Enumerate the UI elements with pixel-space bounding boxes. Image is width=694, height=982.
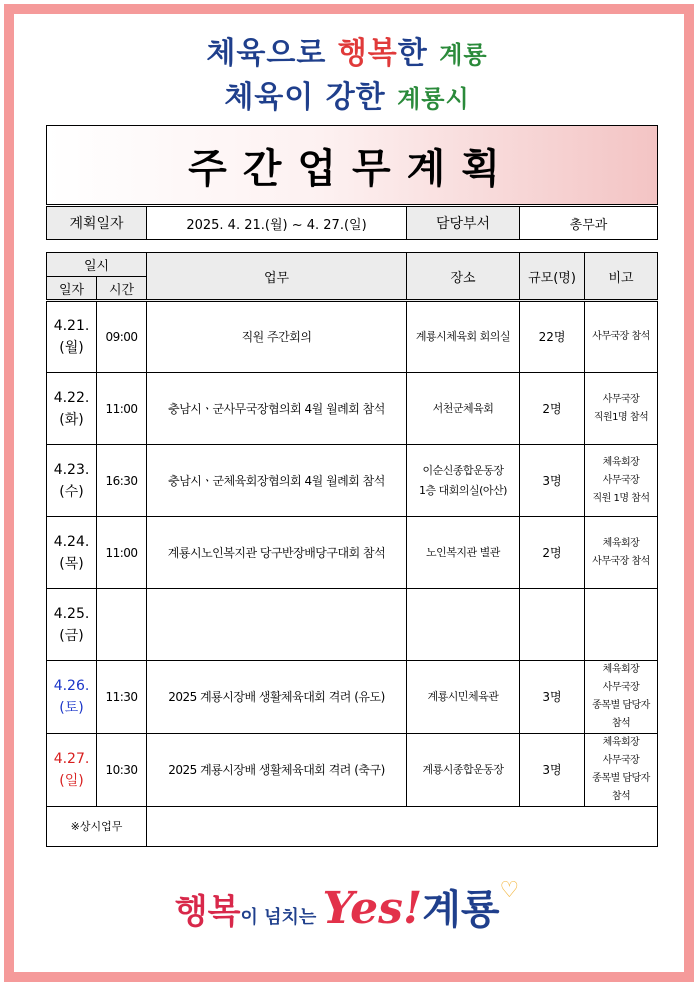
row-scale: 3명 bbox=[520, 661, 585, 734]
row-note: 사무국장 참석 bbox=[585, 301, 658, 373]
row-note: 체육회장 사무국장 종목별 담당자 참석 bbox=[585, 661, 658, 734]
row-place bbox=[407, 589, 520, 661]
row-time bbox=[97, 589, 147, 661]
row-place: 계룡시종합운동장 bbox=[407, 734, 520, 807]
row-task: 충남시ㆍ군체육회장협의회 4월 월례회 참석 bbox=[147, 445, 407, 517]
row-place: 계룡시체육회 회의실 bbox=[407, 301, 520, 373]
row-time: 11:00 bbox=[97, 517, 147, 589]
table-row bbox=[47, 517, 658, 589]
row-task: 충남시ㆍ군사무국장협의회 4월 월례회 참석 bbox=[147, 373, 407, 445]
header-scale: 규모(명) bbox=[520, 253, 585, 301]
footer-logo: 행복이 넘치는 Yes!계룡♡ bbox=[174, 878, 520, 934]
slogan-line-2: 체육이 강한 계룡시 bbox=[224, 80, 470, 115]
dept-label: 담당부서 bbox=[407, 207, 520, 240]
row-task: 계룡시노인복지관 당구반장배당구대회 참석 bbox=[147, 517, 407, 589]
row-time: 10:30 bbox=[97, 734, 147, 807]
header-note: 비고 bbox=[585, 253, 658, 301]
row-date: 4.23. (수) bbox=[47, 445, 97, 517]
table-row bbox=[47, 589, 658, 661]
row-note: 체육회장 사무국장 직원 1명 참석 bbox=[585, 445, 658, 517]
table-row bbox=[47, 445, 658, 517]
regular-work-content bbox=[147, 807, 658, 847]
table-row bbox=[47, 734, 658, 807]
regular-work-label: ※상시업무 bbox=[47, 807, 147, 847]
row-note: 체육회장 사무국장 종목별 담당자 참석 bbox=[585, 734, 658, 807]
row-scale: 2명 bbox=[520, 373, 585, 445]
row-scale: 3명 bbox=[520, 445, 585, 517]
row-note: 체육회장 사무국장 참석 bbox=[585, 517, 658, 589]
row-note bbox=[585, 589, 658, 661]
row-time: 11:30 bbox=[97, 661, 147, 734]
row-date: 4.22. (화) bbox=[47, 373, 97, 445]
row-date: 4.21. (월) bbox=[47, 301, 97, 373]
row-place: 서천군체육회 bbox=[407, 373, 520, 445]
table-row bbox=[47, 661, 658, 734]
plan-date-label: 계획일자 bbox=[47, 207, 147, 240]
row-place: 이순신종합운동장 1층 대회의실(아산) bbox=[407, 445, 520, 517]
table-row bbox=[47, 301, 658, 373]
row-scale: 2명 bbox=[520, 517, 585, 589]
header-time: 시간 bbox=[97, 277, 147, 301]
row-date: 4.26. (토) bbox=[47, 661, 97, 734]
header-place: 장소 bbox=[407, 253, 520, 301]
page-title: 주간업무계획 bbox=[188, 145, 516, 192]
row-place: 노인복지관 별관 bbox=[407, 517, 520, 589]
plan-date-value: 2025. 4. 21.(월) ~ 4. 27.(일) bbox=[147, 207, 407, 240]
row-time: 16:30 bbox=[97, 445, 147, 517]
row-note: 사무국장 직원1명 참석 bbox=[585, 373, 658, 445]
row-time: 09:00 bbox=[97, 301, 147, 373]
slogan-line-1: 체육으로 행복한 계룡 bbox=[206, 36, 488, 71]
header-datetime: 일시 bbox=[47, 253, 147, 277]
row-task: 2025 계룡시장배 생활체육대회 격려 (유도) bbox=[147, 661, 407, 734]
row-scale bbox=[520, 589, 585, 661]
table-row bbox=[47, 373, 658, 445]
row-time: 11:00 bbox=[97, 373, 147, 445]
heart-icon: ♡ bbox=[499, 878, 520, 903]
row-scale: 3명 bbox=[520, 734, 585, 807]
row-task bbox=[147, 589, 407, 661]
table-row-regular bbox=[47, 807, 658, 847]
row-task: 2025 계룡시장배 생활체육대회 격려 (축구) bbox=[147, 734, 407, 807]
header-date: 일자 bbox=[47, 277, 97, 301]
page-title-box bbox=[46, 125, 658, 205]
row-task: 직원 주간회의 bbox=[147, 301, 407, 373]
dept-value: 총무과 bbox=[520, 207, 658, 240]
row-date: 4.27. (일) bbox=[47, 734, 97, 807]
row-date: 4.24. (목) bbox=[47, 517, 97, 589]
row-date: 4.25. (금) bbox=[47, 589, 97, 661]
schedule-table bbox=[46, 252, 658, 847]
plan-info-table bbox=[46, 206, 658, 240]
row-place: 계룡시민체육관 bbox=[407, 661, 520, 734]
header-task: 업무 bbox=[147, 253, 407, 301]
row-scale: 22명 bbox=[520, 301, 585, 373]
